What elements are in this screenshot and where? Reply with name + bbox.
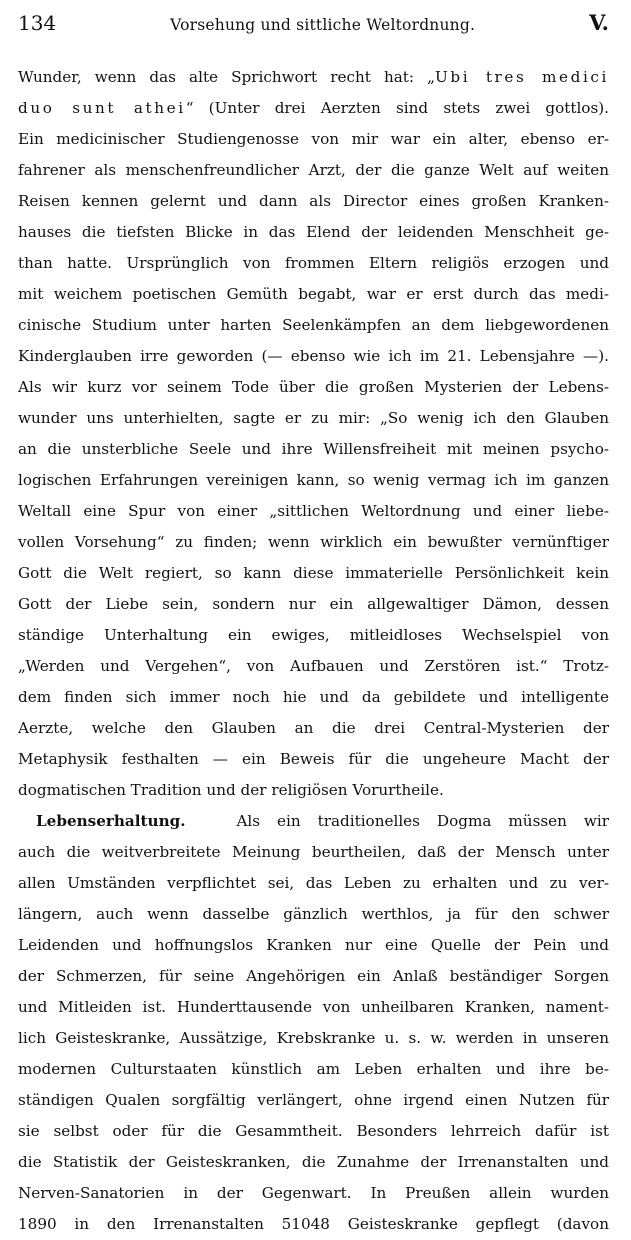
paragraph-lives-of-doctors bbox=[18, 62, 609, 806]
text-line: Kinderglauben irre geworden (— ebenso wie ich im 21. Lebensjahre —). bbox=[18, 347, 609, 365]
text-line: Als wir kurz vor seinem Tode über die großen Mysterien der Lebens- bbox=[18, 378, 609, 396]
text-line: und Mitleiden ist. Hunderttausende von unheilbaren Kranken, nament- bbox=[18, 998, 609, 1016]
text-line: lich Geisteskranke, Aussätzige, Krebskranke u. s. w. werden in unseren bbox=[18, 1029, 609, 1047]
text-line: Reisen kennen gelernt und dann als Director eines großen Kranken- bbox=[18, 192, 609, 210]
text-line: Nerven-Sanatorien in der Gegenwart. In Preußen allein wurden bbox=[18, 1184, 609, 1202]
text-line: fahrener als menschenfreundlicher Arzt, der die ganze Welt auf weiten bbox=[18, 161, 609, 179]
text-line: duo sunt athei“ (Unter drei Aerzten sind stets zwei gottlos). bbox=[18, 99, 609, 117]
text-line: Ein medicinischer Studiengenosse von mir war ein alter, ebenso er- bbox=[18, 130, 609, 148]
text-line: dem finden sich immer noch hie und da gebildete und intelligente bbox=[18, 688, 609, 706]
text-line: „Werden und Vergehen“, von Aufbauen und Zerstören ist.“ Trotz- bbox=[18, 657, 609, 675]
page-header bbox=[18, 10, 609, 44]
paragraph-lebenserhaltung bbox=[18, 806, 609, 1240]
text-line: allen Umständen verpflichtet sei, das Leben zu erhalten und zu ver- bbox=[18, 874, 609, 892]
text-line: sie selbst oder für die Gesammtheit. Besonders lehrreich dafür ist bbox=[18, 1122, 609, 1140]
text-line: Weltall eine Spur von einer „sittlichen Weltordnung und einer liebe- bbox=[18, 502, 609, 520]
text-line: längern, auch wenn dasselbe gänzlich werthlos, ja für den schwer bbox=[18, 905, 609, 923]
chapter-number: V. bbox=[589, 10, 609, 35]
text-line: cinische Studium unter harten Seelenkämpfen an dem liebgewordenen bbox=[18, 316, 609, 334]
text-line: Wunder, wenn das alte Sprichwort recht hat: „Ubi tres medici bbox=[18, 68, 609, 86]
text-line-segment: Als ein traditionelles Dogma müssen wir bbox=[236, 812, 609, 830]
text-line: dogmatischen Tradition und der religiösen Vorurtheile. bbox=[18, 781, 444, 799]
text-line: mit weichem poetischen Gemüth begabt, war er erst durch das medi- bbox=[18, 285, 609, 303]
text-line: die Statistik der Geisteskranken, die Zunahme der Irrenanstalten und bbox=[18, 1153, 609, 1171]
text-line: modernen Culturstaaten künstlich am Leben erhalten und ihre be- bbox=[18, 1060, 609, 1078]
text-line: hauses die tiefsten Blicke in das Elend der leidenden Menschheit ge- bbox=[18, 223, 609, 241]
text-line: der Schmerzen, für seine Angehörigen ein Anlaß beständiger Sorgen bbox=[18, 967, 609, 985]
text-line: wunder uns unterhielten, sagte er zu mir: „So wenig ich den Glauben bbox=[18, 409, 609, 427]
text-line: an die unsterbliche Seele und ihre Willensfreiheit mit meinen psycho- bbox=[18, 440, 609, 458]
text-line: Aerzte, welche den Glauben an die drei Central-Mysterien der bbox=[18, 719, 609, 737]
text-line: auch die weitverbreitete Meinung beurtheilen, daß der Mensch unter bbox=[18, 843, 609, 861]
text-line: Gott der Liebe sein, sondern nur ein allgewaltiger Dämon, dessen bbox=[18, 595, 609, 613]
text-line: Gott die Welt regiert, so kann diese immaterielle Persönlichkeit kein bbox=[18, 564, 609, 582]
text-line bbox=[18, 806, 609, 837]
text-line: Metaphysik festhalten — ein Beweis für die ungeheure Macht der bbox=[18, 750, 609, 768]
text-line: than hatte. Ursprünglich von frommen Eltern religiös erzogen und bbox=[18, 254, 609, 272]
text-line: vollen Vorsehung“ zu finden; wenn wirklich ein bewußter vernünftiger bbox=[18, 533, 609, 551]
text-line: Leidenden und hoffnungslos Kranken nur eine Quelle der Pein und bbox=[18, 936, 609, 954]
running-head: Vorsehung und sittliche Weltordnung. bbox=[170, 16, 476, 34]
page-body bbox=[18, 62, 609, 1240]
text-line: ständige Unterhaltung ein ewiges, mitleidloses Wechselspiel von bbox=[18, 626, 609, 644]
text-line: ständigen Qualen sorgfältig verlängert, ohne irgend einen Nutzen für bbox=[18, 1091, 609, 1109]
page-number: 134 bbox=[18, 11, 57, 35]
text-line: 1890 in den Irrenanstalten 51048 Geisteskranke gepflegt (davon bbox=[18, 1215, 609, 1233]
text-line: logischen Erfahrungen vereinigen kann, so wenig vermag ich im ganzen bbox=[18, 471, 609, 489]
section-heading: Lebenserhaltung. bbox=[36, 812, 186, 830]
